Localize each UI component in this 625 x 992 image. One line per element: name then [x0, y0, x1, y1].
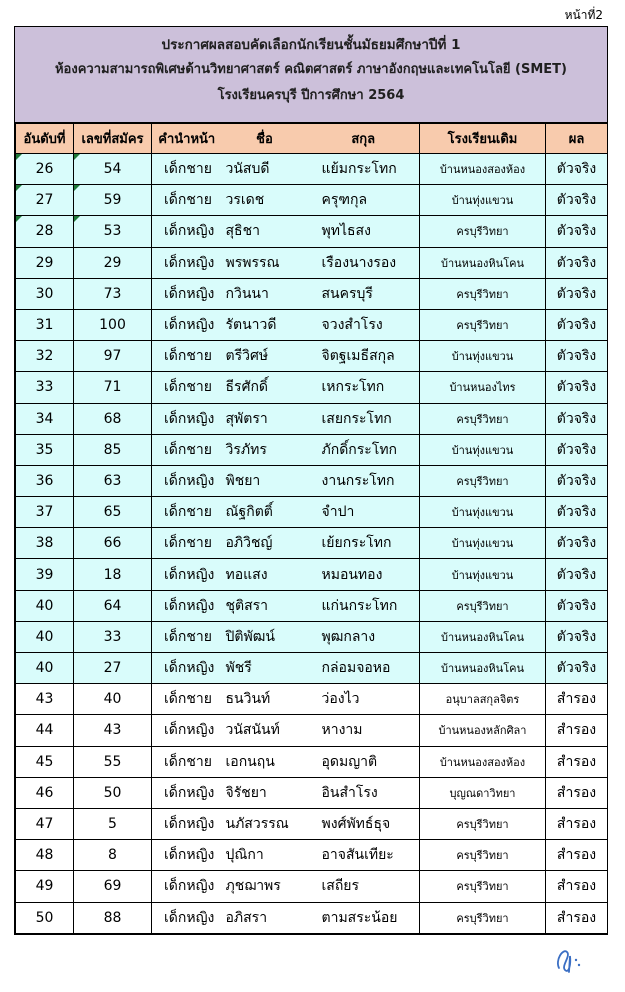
cell-first-name: ภุชฌาพร — [222, 871, 308, 902]
table-row — [16, 621, 608, 652]
cell-previous-school: บ้านหนองหินโคน — [420, 621, 546, 652]
cell-applicant-no: 71 — [74, 372, 152, 403]
cell-applicant-no: 73 — [74, 278, 152, 309]
cell-result: ตัวจริง — [546, 559, 608, 590]
table-row — [16, 497, 608, 528]
cell-prefix: เด็กหญิง — [152, 715, 222, 746]
cell-previous-school: บ้านทุ่งแขวน — [420, 341, 546, 372]
cell-result: ตัวจริง — [546, 528, 608, 559]
cell-last-name: เรืองนางรอง — [308, 247, 420, 278]
cell-result: สำรอง — [546, 808, 608, 839]
program-name: ห้องความสามารถพิเศษด้านวิทยาศาสตร์ คณิตศาสตร์ ภาษาอังกฤษและเทคโนโลยี (SMET) — [54, 62, 567, 77]
cell-rank: 46 — [16, 777, 74, 808]
table-row — [16, 559, 608, 590]
cell-first-name: รัตนาวดี — [222, 309, 308, 340]
cell-result: ตัวจริง — [546, 621, 608, 652]
cell-prefix: เด็กหญิง — [152, 808, 222, 839]
cell-rank: 50 — [16, 902, 74, 933]
cell-previous-school: ครบุรีวิทยา — [420, 840, 546, 871]
cell-applicant-no: 43 — [74, 715, 152, 746]
cell-prefix: เด็กชาย — [152, 372, 222, 403]
cell-rank: 45 — [16, 746, 74, 777]
cell-last-name: พุฒกลาง — [308, 621, 420, 652]
cell-prefix: เด็กชาย — [152, 528, 222, 559]
col-header-last-name: สกุล — [308, 124, 420, 154]
cell-applicant-no: 55 — [74, 746, 152, 777]
cell-previous-school: บ้านทุ่งแขวน — [420, 497, 546, 528]
table-row — [16, 403, 608, 434]
cell-last-name: พงศ์พัทธ์ธุจ — [308, 808, 420, 839]
results-sheet — [14, 26, 608, 935]
cell-applicant-no: 29 — [74, 247, 152, 278]
cell-previous-school: บ้านหนองไทร — [420, 372, 546, 403]
cell-applicant-no: 50 — [74, 777, 152, 808]
cell-first-name: ชุติสรา — [222, 590, 308, 621]
cell-result: สำรอง — [546, 840, 608, 871]
cell-rank: 28 — [16, 216, 74, 247]
table-row — [16, 590, 608, 621]
cell-last-name: หางาม — [308, 715, 420, 746]
table-row — [16, 185, 608, 216]
cell-rank: 39 — [16, 559, 74, 590]
school-year: โรงเรียนครบุรี ปีการศึกษา 2564 — [217, 88, 405, 103]
cell-applicant-no: 68 — [74, 403, 152, 434]
cell-last-name: แก่นกระโทก — [308, 590, 420, 621]
cell-result: ตัวจริง — [546, 434, 608, 465]
cell-previous-school: ครบุรีวิทยา — [420, 465, 546, 496]
table-row — [16, 247, 608, 278]
cell-result: สำรอง — [546, 715, 608, 746]
cell-last-name: พุทไธสง — [308, 216, 420, 247]
cell-rank: 38 — [16, 528, 74, 559]
cell-first-name: กวินนา — [222, 278, 308, 309]
cell-previous-school: ครบุรีวิทยา — [420, 216, 546, 247]
cell-rank: 27 — [16, 185, 74, 216]
cell-prefix: เด็กหญิง — [152, 653, 222, 684]
cell-previous-school: บ้านทุ่งแขวน — [420, 559, 546, 590]
table-row — [16, 278, 608, 309]
cell-last-name: หมอนทอง — [308, 559, 420, 590]
cell-result: ตัวจริง — [546, 278, 608, 309]
cell-prefix: เด็กหญิง — [152, 403, 222, 434]
table-row — [16, 341, 608, 372]
cell-rank: 35 — [16, 434, 74, 465]
cell-result: ตัวจริง — [546, 403, 608, 434]
cell-previous-school: บ้านหนองหลักศิลา — [420, 715, 546, 746]
cell-last-name: จวงสำโรง — [308, 309, 420, 340]
cell-rank: 40 — [16, 653, 74, 684]
cell-last-name: ตามสระน้อย — [308, 902, 420, 933]
cell-last-name: กล่อมจอหอ — [308, 653, 420, 684]
table-row — [16, 746, 608, 777]
results-table — [15, 123, 608, 934]
cell-rank: 34 — [16, 403, 74, 434]
cell-last-name: เหกระโทก — [308, 372, 420, 403]
cell-applicant-no: 54 — [74, 154, 152, 185]
table-row — [16, 840, 608, 871]
cell-applicant-no: 8 — [74, 840, 152, 871]
cell-last-name: แย้มกระโทก — [308, 154, 420, 185]
col-header-prefix: คำนำหน้า — [152, 124, 222, 154]
cell-first-name: วนัสนันท์ — [222, 715, 308, 746]
cell-first-name: ณัฐกิตติ์ — [222, 497, 308, 528]
cell-rank: 43 — [16, 684, 74, 715]
cell-prefix: เด็กชาย — [152, 621, 222, 652]
cell-applicant-no: 85 — [74, 434, 152, 465]
cell-applicant-no: 97 — [74, 341, 152, 372]
cell-rank: 44 — [16, 715, 74, 746]
cell-prefix: เด็กชาย — [152, 185, 222, 216]
cell-first-name: ตรีวิศษ์ — [222, 341, 308, 372]
cell-applicant-no: 53 — [74, 216, 152, 247]
table-row — [16, 808, 608, 839]
cell-prefix: เด็กหญิง — [152, 559, 222, 590]
cell-rank: 47 — [16, 808, 74, 839]
cell-rank: 48 — [16, 840, 74, 871]
cell-applicant-no: 64 — [74, 590, 152, 621]
col-header-previous-school: โรงเรียนเดิม — [420, 124, 546, 154]
cell-applicant-no: 69 — [74, 871, 152, 902]
announcement-title: ประกาศผลสอบคัดเลือกนักเรียนชั้นมัธยมศึกษาปีที่ 1 — [161, 37, 461, 53]
cell-previous-school: ครบุรีวิทยา — [420, 590, 546, 621]
cell-first-name: อภิสรา — [222, 902, 308, 933]
cell-applicant-no: 40 — [74, 684, 152, 715]
cell-first-name: จิรัชยา — [222, 777, 308, 808]
cell-last-name: จำปา — [308, 497, 420, 528]
cell-prefix: เด็กหญิง — [152, 777, 222, 808]
table-row — [16, 154, 608, 185]
cell-first-name: นภัสวรรณ — [222, 808, 308, 839]
cell-first-name: เอกนฤน — [222, 746, 308, 777]
cell-rank: 37 — [16, 497, 74, 528]
cell-prefix: เด็กหญิง — [152, 309, 222, 340]
cell-result: ตัวจริง — [546, 247, 608, 278]
cell-result: สำรอง — [546, 871, 608, 902]
cell-first-name: ปิติพัฒน์ — [222, 621, 308, 652]
cell-applicant-no: 88 — [74, 902, 152, 933]
cell-result: ตัวจริง — [546, 341, 608, 372]
table-row — [16, 684, 608, 715]
signature-icon — [545, 938, 589, 978]
cell-last-name: อาจสันเทียะ — [308, 840, 420, 871]
cell-last-name: เย้ยกระโทก — [308, 528, 420, 559]
cell-rank: 29 — [16, 247, 74, 278]
cell-last-name: จิตฐเมธีสกุล — [308, 341, 420, 372]
cell-result: ตัวจริง — [546, 372, 608, 403]
cell-result: สำรอง — [546, 746, 608, 777]
cell-rank: 33 — [16, 372, 74, 403]
col-header-applicant-no: เลขที่สมัคร — [74, 124, 152, 154]
table-row — [16, 871, 608, 902]
cell-first-name: ปุณิกา — [222, 840, 308, 871]
cell-rank: 49 — [16, 871, 74, 902]
cell-result: ตัวจริง — [546, 154, 608, 185]
cell-previous-school: อนุบาลสกุลจิตร — [420, 684, 546, 715]
cell-result: ตัวจริง — [546, 185, 608, 216]
cell-result: สำรอง — [546, 777, 608, 808]
cell-last-name: เสถียร — [308, 871, 420, 902]
cell-previous-school: บ้านทุ่งแขวน — [420, 528, 546, 559]
cell-prefix: เด็กหญิง — [152, 840, 222, 871]
table-row — [16, 715, 608, 746]
cell-first-name: วิรภัทร — [222, 434, 308, 465]
cell-first-name: พิชยา — [222, 465, 308, 496]
page-number: หน้าที่2 — [564, 8, 603, 22]
cell-result: สำรอง — [546, 902, 608, 933]
cell-result: ตัวจริง — [546, 590, 608, 621]
cell-rank: 30 — [16, 278, 74, 309]
table-row — [16, 777, 608, 808]
cell-previous-school: บ้านหนองหินโคน — [420, 247, 546, 278]
cell-result: ตัวจริง — [546, 653, 608, 684]
cell-prefix: เด็กชาย — [152, 341, 222, 372]
cell-last-name: ภักดิ์กระโทก — [308, 434, 420, 465]
cell-prefix: เด็กชาย — [152, 154, 222, 185]
cell-applicant-no: 18 — [74, 559, 152, 590]
cell-applicant-no: 66 — [74, 528, 152, 559]
cell-last-name: สนครบุรี — [308, 278, 420, 309]
cell-result: ตัวจริง — [546, 465, 608, 496]
cell-applicant-no: 100 — [74, 309, 152, 340]
cell-first-name: พรพรรณ — [222, 247, 308, 278]
table-row — [16, 434, 608, 465]
cell-prefix: เด็กชาย — [152, 497, 222, 528]
cell-result: ตัวจริง — [546, 309, 608, 340]
cell-previous-school: บุญณดาวิทยา — [420, 777, 546, 808]
cell-prefix: เด็กหญิง — [152, 590, 222, 621]
cell-prefix: เด็กหญิง — [152, 465, 222, 496]
cell-rank: 36 — [16, 465, 74, 496]
announcement-header — [15, 27, 607, 123]
col-header-rank: อันดับที่ — [16, 124, 74, 154]
cell-result: ตัวจริง — [546, 497, 608, 528]
cell-first-name: วนัสบดี — [222, 154, 308, 185]
cell-last-name: อินสำโรง — [308, 777, 420, 808]
cell-rank: 32 — [16, 341, 74, 372]
cell-rank: 40 — [16, 621, 74, 652]
cell-prefix: เด็กหญิง — [152, 216, 222, 247]
cell-prefix: เด็กชาย — [152, 684, 222, 715]
cell-first-name: ธนวินท์ — [222, 684, 308, 715]
cell-applicant-no: 59 — [74, 185, 152, 216]
cell-result: ตัวจริง — [546, 216, 608, 247]
table-row — [16, 653, 608, 684]
cell-applicant-no: 63 — [74, 465, 152, 496]
cell-applicant-no: 65 — [74, 497, 152, 528]
cell-first-name: สุพัตรา — [222, 403, 308, 434]
cell-last-name: อุดมญาติ — [308, 746, 420, 777]
cell-previous-school: ครบุรีวิทยา — [420, 808, 546, 839]
cell-first-name: วรเดช — [222, 185, 308, 216]
cell-previous-school: บ้านหนองสองห้อง — [420, 746, 546, 777]
cell-previous-school: ครบุรีวิทยา — [420, 309, 546, 340]
cell-previous-school: ครบุรีวิทยา — [420, 871, 546, 902]
cell-previous-school: ครบุรีวิทยา — [420, 278, 546, 309]
cell-previous-school: บ้านทุ่งแขวน — [420, 434, 546, 465]
cell-prefix: เด็กชาย — [152, 434, 222, 465]
table-row — [16, 902, 608, 933]
cell-applicant-no: 5 — [74, 808, 152, 839]
table-row — [16, 372, 608, 403]
cell-prefix: เด็กหญิง — [152, 278, 222, 309]
cell-applicant-no: 27 — [74, 653, 152, 684]
cell-first-name: ทอแสง — [222, 559, 308, 590]
cell-first-name: ธีรศักดิ์ — [222, 372, 308, 403]
cell-previous-school: บ้านหนองหินโคน — [420, 653, 546, 684]
col-header-first-name: ชื่อ — [222, 124, 308, 154]
cell-prefix: เด็กหญิง — [152, 902, 222, 933]
cell-rank: 26 — [16, 154, 74, 185]
cell-prefix: เด็กชาย — [152, 746, 222, 777]
cell-prefix: เด็กหญิง — [152, 871, 222, 902]
cell-result: สำรอง — [546, 684, 608, 715]
cell-previous-school: บ้านหนองสองห้อง — [420, 154, 546, 185]
cell-last-name: เสยกระโทก — [308, 403, 420, 434]
table-row — [16, 465, 608, 496]
cell-last-name: ครุฑกุล — [308, 185, 420, 216]
cell-rank: 40 — [16, 590, 74, 621]
cell-first-name: พัชรี — [222, 653, 308, 684]
cell-last-name: งานกระโทก — [308, 465, 420, 496]
cell-rank: 31 — [16, 309, 74, 340]
cell-last-name: ว่องไว — [308, 684, 420, 715]
table-row — [16, 216, 608, 247]
cell-first-name: สุธิชา — [222, 216, 308, 247]
cell-previous-school: บ้านทุ่งแขวน — [420, 185, 546, 216]
cell-previous-school: ครบุรีวิทยา — [420, 403, 546, 434]
cell-applicant-no: 33 — [74, 621, 152, 652]
cell-prefix: เด็กหญิง — [152, 247, 222, 278]
cell-previous-school: ครบุรีวิทยา — [420, 902, 546, 933]
table-row — [16, 309, 608, 340]
cell-first-name: อภิวิชญ์ — [222, 528, 308, 559]
col-header-result: ผล — [546, 124, 608, 154]
column-header-row — [16, 124, 608, 154]
table-row — [16, 528, 608, 559]
